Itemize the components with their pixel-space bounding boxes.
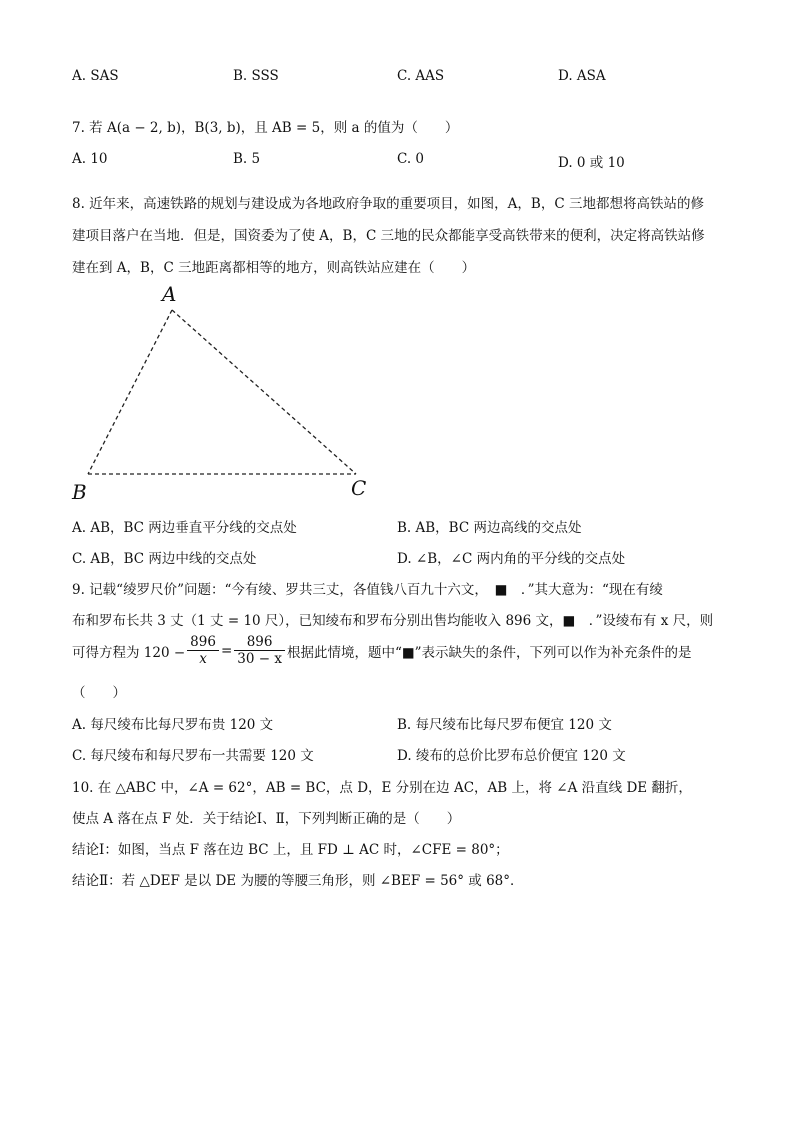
q8-option-d: D. ∠B，∠C 两内角的平分线的交点处: [397, 551, 626, 567]
q8-stem-line1: 8. 近年来，高速铁路的规划与建设成为各地政府争取的重要项目，如图，A，B，C 三地都想将高铁站的修: [72, 196, 704, 212]
triangle-figure: [60, 290, 390, 510]
vertex-label-c: C: [351, 476, 367, 500]
q6-option-b: B. SSS: [233, 68, 279, 84]
q9-option-c: C. 每尺绫布和每尺罗布一共需要 120 文: [72, 748, 314, 764]
q9-eq-prefix: 可得方程为 120 −: [72, 644, 186, 661]
vertex-label-b: B: [72, 480, 87, 504]
q9-equation-line: [72, 634, 692, 667]
q9-stem-line1: 9. 记载“绫罗尺价”问题：“今有绫、罗共三丈，各值钱八百九十六文， ■ ．”其大意为：“现在有绫: [72, 582, 663, 598]
triangle-side-ab: [88, 310, 172, 474]
q6-option-d: D. ASA: [558, 68, 606, 84]
q10-conclusion-1: 结论Ⅰ：如图，当点 F 落在边 BC 上，且 FD ⊥ AC 时，∠CFE = 80°；: [72, 842, 509, 858]
q9-fraction-2: [234, 634, 285, 667]
q8-stem-line2: 建项目落户在当地．但是，国资委为了使 A，B，C 三地的民众都能享受高铁带来的便利，决定将高铁站修: [72, 228, 705, 244]
q7-option-b: B. 5: [233, 151, 261, 167]
vertex-label-a: A: [162, 282, 177, 306]
q9-stem-line4: （ ）: [72, 685, 126, 701]
q6-option-c: C. AAS: [397, 68, 445, 84]
q8-stem-line3: 建在到 A，B，C 三地距离都相等的地方，则高铁站应建在（ ）: [72, 260, 476, 276]
q9-stem-line2: 布和罗布长共 3 丈（1 丈 = 10 尺），已知绫布和罗布分别出售均能收入 896 文，■ ．”设绫布有 x 尺，则: [72, 613, 714, 629]
q9-option-a: A. 每尺绫布比每尺罗布贵 120 文: [72, 717, 274, 733]
q9-option-d: D. 绫布的总价比罗布总价便宜 120 文: [397, 748, 626, 764]
q7-option-d: D. 0 或 10: [558, 155, 625, 171]
q8-option-c: C. AB，BC 两边中线的交点处: [72, 551, 257, 567]
q7-stem: 7. 若 A(a − 2, b)，B(3, b)，且 AB = 5，则 a 的值为（ ）: [72, 120, 459, 136]
q9-fraction-1: [187, 634, 219, 667]
q10-stem-line1: 10. 在 △ABC 中，∠A = 62°，AB = BC，点 D，E 分别在边 AC，AB 上，将 ∠A 沿直线 DE 翻折，: [72, 780, 692, 796]
q10-conclusion-2: 结论Ⅱ：若 △DEF 是以 DE 为腰的等腰三角形，则 ∠BEF = 56° 或 68°．: [72, 873, 524, 889]
triangle-side-ac: [172, 310, 356, 474]
q9-frac1-denominator: x: [199, 651, 207, 667]
q10-stem-line2: 使点 A 落在点 F 处．关于结论Ⅰ、Ⅱ，下列判断正确的是（ ）: [72, 811, 461, 827]
q9-eq-suffix: 根据此情境，题中“■”表示缺失的条件，下列可以作为补充条件的是: [286, 644, 692, 661]
q9-frac2-numerator: 896: [234, 634, 285, 651]
q8-option-a: A. AB，BC 两边垂直平分线的交点处: [72, 520, 297, 536]
q7-option-c: C. 0: [397, 151, 425, 167]
q9-frac2-denominator: 30 − x: [237, 651, 282, 667]
q9-eq-equals: =: [220, 642, 233, 659]
q8-option-b: B. AB，BC 两边高线的交点处: [397, 520, 582, 536]
q6-option-a: A. SAS: [72, 68, 119, 84]
q9-option-b: B. 每尺绫布比每尺罗布便宜 120 文: [397, 717, 612, 733]
q9-frac1-numerator: 896: [187, 634, 219, 651]
q7-option-a: A. 10: [72, 151, 108, 167]
